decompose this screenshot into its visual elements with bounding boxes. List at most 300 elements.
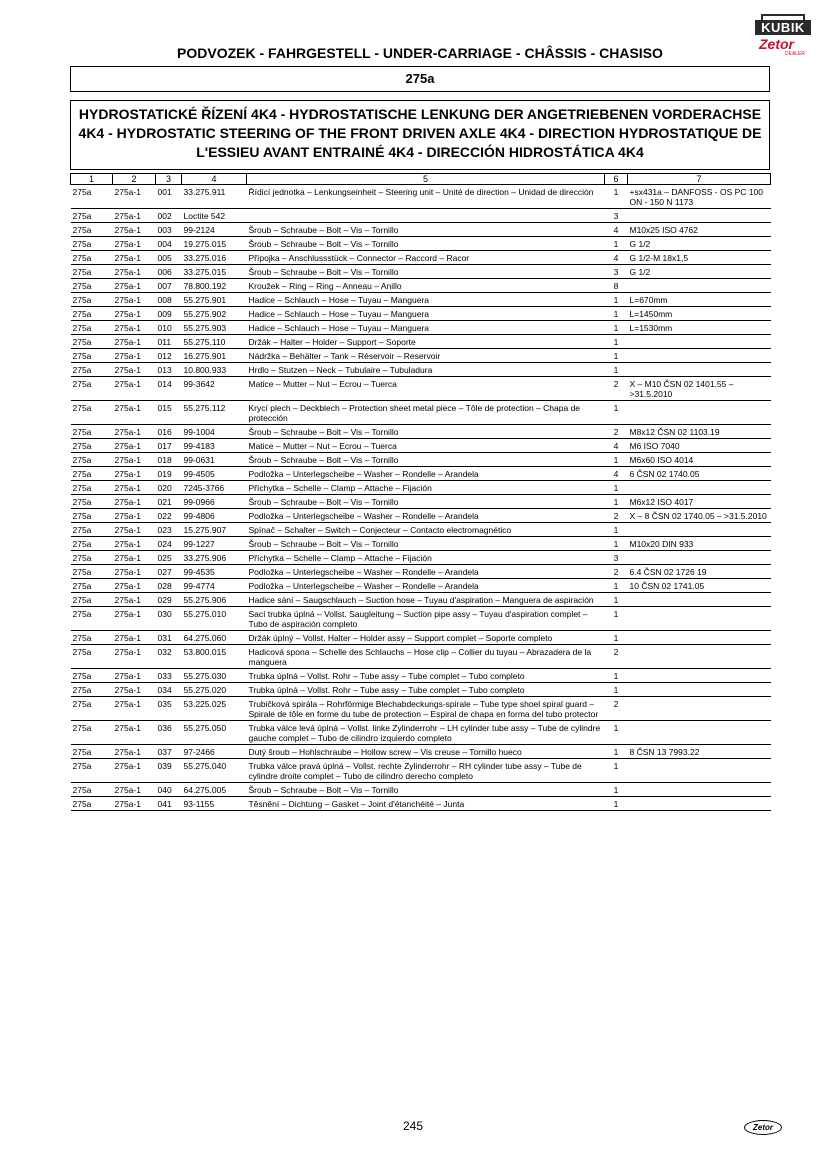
cell-part-number: 55.275.030	[182, 669, 247, 683]
table-row	[71, 185, 771, 209]
cell-quantity: 1	[605, 495, 628, 509]
cell-quantity: 1	[605, 631, 628, 645]
cell-quantity: 1	[605, 783, 628, 797]
cell-subgroup: 275a-1	[113, 209, 156, 223]
cell-note: 6.4 ČSN 02 1726 19	[628, 565, 771, 579]
table-row	[71, 551, 771, 565]
cell-note	[628, 607, 771, 631]
cell-part-number: 99-0966	[182, 495, 247, 509]
cell-description: Šroub – Schraube – Bolt – Vis – Tornillo	[247, 223, 605, 237]
cell-quantity: 1	[605, 307, 628, 321]
cell-quantity: 4	[605, 251, 628, 265]
cell-quantity: 1	[605, 349, 628, 363]
cell-part-number: 15.275.907	[182, 523, 247, 537]
group-code: 275a	[70, 66, 770, 92]
cell-subgroup: 275a-1	[113, 439, 156, 453]
cell-position: 037	[156, 745, 182, 759]
cell-subgroup: 275a-1	[113, 579, 156, 593]
cell-group: 275a	[71, 669, 113, 683]
cell-position: 003	[156, 223, 182, 237]
table-row	[71, 683, 771, 697]
cell-group: 275a	[71, 251, 113, 265]
cell-part-number: 99-1004	[182, 425, 247, 439]
cell-description: Šroub – Schraube – Bolt – Vis – Tornillo	[247, 265, 605, 279]
cell-group: 275a	[71, 607, 113, 631]
cell-quantity: 1	[605, 363, 628, 377]
cell-note	[628, 631, 771, 645]
cell-subgroup: 275a-1	[113, 481, 156, 495]
cell-position: 020	[156, 481, 182, 495]
cell-subgroup: 275a-1	[113, 631, 156, 645]
cell-part-number: 99-4806	[182, 509, 247, 523]
table-row	[71, 401, 771, 425]
cell-position: 009	[156, 307, 182, 321]
cell-quantity: 2	[605, 697, 628, 721]
cell-part-number: 7245-3766	[182, 481, 247, 495]
cell-description: Podložka – Unterlegscheibe – Washer – Rondelle – Arandela	[247, 509, 605, 523]
cell-position: 030	[156, 607, 182, 631]
cell-position: 032	[156, 645, 182, 669]
cell-subgroup: 275a-1	[113, 509, 156, 523]
cell-description: Těsnění – Dichtung – Gasket – Joint d'étanchéité – Junta	[247, 797, 605, 811]
cell-part-number: 55.275.010	[182, 607, 247, 631]
cell-subgroup: 275a-1	[113, 265, 156, 279]
cell-note	[628, 645, 771, 669]
logo-brand: KUBIK	[755, 20, 811, 35]
cell-note	[628, 797, 771, 811]
table-row	[71, 669, 771, 683]
cell-subgroup: 275a-1	[113, 321, 156, 335]
cell-description: Matice – Mutter – Nut – Ecrou – Tuerca	[247, 377, 605, 401]
cell-position: 024	[156, 537, 182, 551]
cell-part-number: 55.275.050	[182, 721, 247, 745]
cell-group: 275a	[71, 509, 113, 523]
table-row	[71, 783, 771, 797]
cell-position: 015	[156, 401, 182, 425]
table-row	[71, 481, 771, 495]
table-row	[71, 495, 771, 509]
cell-subgroup: 275a-1	[113, 551, 156, 565]
cell-note	[628, 363, 771, 377]
cell-group: 275a	[71, 377, 113, 401]
cell-quantity: 1	[605, 523, 628, 537]
cell-position: 006	[156, 265, 182, 279]
cell-part-number: 64.275.005	[182, 783, 247, 797]
cell-part-number: 99-1227	[182, 537, 247, 551]
cell-position: 017	[156, 439, 182, 453]
cell-description: Trubičková spirála – Rohrförmige Blechabdeckungs-spirale – Tube type shoel spiral guard – Spirale de tôle en forme du tube de protection – Espiral de chapa en forma del tubo protector	[247, 697, 605, 721]
cell-subgroup: 275a-1	[113, 645, 156, 669]
cell-position: 011	[156, 335, 182, 349]
table-row	[71, 759, 771, 783]
cell-note: 8 ČSN 13 7993.22	[628, 745, 771, 759]
cell-group: 275a	[71, 697, 113, 721]
cell-group: 275a	[71, 683, 113, 697]
cell-description	[247, 209, 605, 223]
cell-quantity: 1	[605, 607, 628, 631]
cell-position: 039	[156, 759, 182, 783]
cell-part-number: 64.275.060	[182, 631, 247, 645]
cell-description: Dutý šroub – Hohlschraube – Hollow screw – Vis creuse – Tornillo hueco	[247, 745, 605, 759]
table-row	[71, 335, 771, 349]
column-header: 6	[605, 174, 628, 185]
table-row	[71, 607, 771, 631]
cell-position: 028	[156, 579, 182, 593]
cell-group: 275a	[71, 401, 113, 425]
cell-subgroup: 275a-1	[113, 293, 156, 307]
cell-part-number: 99-3642	[182, 377, 247, 401]
cell-note: +sx431a – DANFOSS - OS PC 100 ON - 150 N 1173	[628, 185, 771, 209]
cell-part-number: 93-1155	[182, 797, 247, 811]
cell-description: Hrdlo – Stutzen – Neck – Tubulaire – Tubuladura	[247, 363, 605, 377]
cell-description: Matice – Mutter – Nut – Ecrou – Tuerca	[247, 439, 605, 453]
cell-quantity: 4	[605, 467, 628, 481]
table-row	[71, 349, 771, 363]
cell-quantity: 1	[605, 797, 628, 811]
cell-part-number: 99-4183	[182, 439, 247, 453]
group-description-line: HYDROSTATICKÉ ŘÍZENÍ 4K4 - HYDROSTATISCHE LENKUNG DER ANGETRIEBENEN VORDERACHSE	[78, 106, 762, 122]
table-row	[71, 265, 771, 279]
cell-quantity: 1	[605, 481, 628, 495]
table-row	[71, 797, 771, 811]
cell-note: M6 ISO 7040	[628, 439, 771, 453]
cell-quantity: 3	[605, 265, 628, 279]
cell-note	[628, 209, 771, 223]
cell-note: M10x25 ISO 4762	[628, 223, 771, 237]
table-row	[71, 363, 771, 377]
cell-position: 025	[156, 551, 182, 565]
cell-group: 275a	[71, 279, 113, 293]
cell-group: 275a	[71, 439, 113, 453]
cell-quantity: 1	[605, 683, 628, 697]
cell-note	[628, 523, 771, 537]
table-row	[71, 209, 771, 223]
cell-position: 040	[156, 783, 182, 797]
cell-quantity: 4	[605, 439, 628, 453]
cell-description: Příchytka – Schelle – Clamp – Attache – Fijación	[247, 481, 605, 495]
cell-group: 275a	[71, 453, 113, 467]
cell-part-number: 55.275.903	[182, 321, 247, 335]
cell-part-number: 78.800.192	[182, 279, 247, 293]
cell-part-number: 99-2124	[182, 223, 247, 237]
cell-part-number: 97-2466	[182, 745, 247, 759]
cell-note: X – M10 ČSN 02 1401.55 – >31.5.2010	[628, 377, 771, 401]
cell-part-number: 99-0631	[182, 453, 247, 467]
cell-part-number: 99-4774	[182, 579, 247, 593]
cell-position: 022	[156, 509, 182, 523]
cell-position: 002	[156, 209, 182, 223]
cell-note: G 1/2	[628, 237, 771, 251]
cell-quantity: 2	[605, 509, 628, 523]
cell-description: Přípojka – Anschlussstück – Connector – Raccord – Racor	[247, 251, 605, 265]
cell-position: 031	[156, 631, 182, 645]
cell-note: 6 ČSN 02 1740.05	[628, 467, 771, 481]
table-row	[71, 321, 771, 335]
cell-description: Držák – Halter – Holder – Support – Soporte	[247, 335, 605, 349]
cell-group: 275a	[71, 265, 113, 279]
cell-subgroup: 275a-1	[113, 697, 156, 721]
cell-quantity: 1	[605, 453, 628, 467]
cell-group: 275a	[71, 293, 113, 307]
column-header: 7	[628, 174, 771, 185]
table-row	[71, 307, 771, 321]
cell-group: 275a	[71, 759, 113, 783]
cell-part-number: 55.275.901	[182, 293, 247, 307]
cell-part-number: 99-4535	[182, 565, 247, 579]
table-row	[71, 579, 771, 593]
cell-description: Trubka úplná – Vollst. Rohr – Tube assy – Tube complet – Tubo completo	[247, 683, 605, 697]
cell-position: 034	[156, 683, 182, 697]
cell-part-number: 10.800.933	[182, 363, 247, 377]
cell-note	[628, 349, 771, 363]
column-header: 5	[247, 174, 605, 185]
cell-description: Šroub – Schraube – Bolt – Vis – Tornillo	[247, 783, 605, 797]
cell-group: 275a	[71, 209, 113, 223]
cell-description: Podložka – Unterlegscheibe – Washer – Rondelle – Arandela	[247, 467, 605, 481]
cell-quantity: 3	[605, 209, 628, 223]
cell-position: 014	[156, 377, 182, 401]
cell-subgroup: 275a-1	[113, 401, 156, 425]
parts-table	[70, 173, 771, 811]
cell-part-number: 55.275.906	[182, 593, 247, 607]
column-header: 2	[113, 174, 156, 185]
table-row	[71, 377, 771, 401]
cell-group: 275a	[71, 721, 113, 745]
cell-group: 275a	[71, 185, 113, 209]
group-description-line: L'ESSIEU AVANT ENTRAINÉ 4K4 - DIRECCIÓN HIDROSTÁTICA 4K4	[196, 144, 644, 160]
cell-note: L=670mm	[628, 293, 771, 307]
cell-subgroup: 275a-1	[113, 453, 156, 467]
cell-group: 275a	[71, 551, 113, 565]
cell-description: Nádržka – Behälter – Tank – Réservoir – Reservoir	[247, 349, 605, 363]
cell-note: M10x20 DIN 933	[628, 537, 771, 551]
table-row	[71, 593, 771, 607]
cell-position: 041	[156, 797, 182, 811]
column-header: 4	[182, 174, 247, 185]
cell-group: 275a	[71, 467, 113, 481]
cell-note	[628, 683, 771, 697]
cell-note	[628, 783, 771, 797]
cell-note	[628, 721, 771, 745]
cell-group: 275a	[71, 349, 113, 363]
cell-subgroup: 275a-1	[113, 237, 156, 251]
cell-subgroup: 275a-1	[113, 377, 156, 401]
cell-description: Hadicová spona – Schelle des Schlauchs – Hose clip – Collier du tuyau – Abrazadera de la manguera	[247, 645, 605, 669]
cell-part-number: 19.275.015	[182, 237, 247, 251]
cell-description: Šroub – Schraube – Bolt – Vis – Tornillo	[247, 237, 605, 251]
column-header: 3	[156, 174, 182, 185]
cell-quantity: 1	[605, 721, 628, 745]
cell-quantity: 1	[605, 669, 628, 683]
cell-quantity: 3	[605, 551, 628, 565]
cell-group: 275a	[71, 579, 113, 593]
cell-subgroup: 275a-1	[113, 495, 156, 509]
cell-description: Trubka válce pravá úplná – Vollst. rechte Zylinderrohr – RH cylinder tube assy – Tube de cylindre droite complet – Tubo de cilindro derecho completo	[247, 759, 605, 783]
cell-note	[628, 401, 771, 425]
cell-description: Krycí plech – Deckblech – Protection sheet metal piece – Tôle de protection – Chapa de protección	[247, 401, 605, 425]
cell-group: 275a	[71, 495, 113, 509]
cell-note: M8x12 ČSN 02 1103.19	[628, 425, 771, 439]
cell-subgroup: 275a-1	[113, 721, 156, 745]
group-description-line: 4K4 - HYDROSTATIC STEERING OF THE FRONT DRIVEN AXLE 4K4 - DIRECTION HYDROSTATIQUE DE	[78, 125, 762, 141]
cell-subgroup: 275a-1	[113, 307, 156, 321]
cell-part-number: Loctite 542	[182, 209, 247, 223]
cell-quantity: 1	[605, 579, 628, 593]
cell-quantity: 1	[605, 537, 628, 551]
cell-group: 275a	[71, 797, 113, 811]
table-row	[71, 537, 771, 551]
cell-group: 275a	[71, 645, 113, 669]
cell-quantity: 1	[605, 185, 628, 209]
cell-quantity: 1	[605, 237, 628, 251]
cell-group: 275a	[71, 321, 113, 335]
cell-quantity: 4	[605, 223, 628, 237]
table-row	[71, 509, 771, 523]
group-description	[70, 100, 770, 170]
cell-description: Hadice sání – Saugschlauch – Suction hose – Tuyau d'aspiration – Manguera de aspiración	[247, 593, 605, 607]
cell-description: Příchytka – Schelle – Clamp – Attache – Fijación	[247, 551, 605, 565]
cell-quantity: 1	[605, 293, 628, 307]
cell-group: 275a	[71, 631, 113, 645]
cell-description: Sací trubka úplná – Vollst. Saugleitung – Suction pipe assy – Tuyau d'aspiration complet – Tubo de aspiración completo	[247, 607, 605, 631]
cell-part-number: 33.275.015	[182, 265, 247, 279]
cell-part-number: 55.275.110	[182, 335, 247, 349]
cell-part-number: 33.275.911	[182, 185, 247, 209]
cell-position: 008	[156, 293, 182, 307]
cell-subgroup: 275a-1	[113, 745, 156, 759]
cell-position: 021	[156, 495, 182, 509]
table-row	[71, 721, 771, 745]
cell-subgroup: 275a-1	[113, 251, 156, 265]
cell-quantity: 1	[605, 401, 628, 425]
cell-note: M6x60 ISO 4014	[628, 453, 771, 467]
cell-description: Podložka – Unterlegscheibe – Washer – Rondelle – Arandela	[247, 579, 605, 593]
cell-note: L=1450mm	[628, 307, 771, 321]
cell-position: 001	[156, 185, 182, 209]
table-row	[71, 697, 771, 721]
cell-note	[628, 551, 771, 565]
cell-part-number: 53.225.025	[182, 697, 247, 721]
cell-position: 004	[156, 237, 182, 251]
cell-subgroup: 275a-1	[113, 783, 156, 797]
cell-quantity: 2	[605, 425, 628, 439]
cell-quantity: 2	[605, 377, 628, 401]
cell-note	[628, 593, 771, 607]
cell-description: Hadice – Schlauch – Hose – Tuyau – Manguera	[247, 293, 605, 307]
table-header-row	[71, 174, 771, 185]
cell-description: Šroub – Schraube – Bolt – Vis – Tornillo	[247, 453, 605, 467]
cell-position: 023	[156, 523, 182, 537]
cell-subgroup: 275a-1	[113, 523, 156, 537]
cell-position: 027	[156, 565, 182, 579]
cell-position: 013	[156, 363, 182, 377]
table-row	[71, 467, 771, 481]
cell-description: Trubka válce levá úplná – Vollst. linke Zylinderrohr – LH cylinder tube assy – Tube de cylindre gauche complet – Tubo de cilindro izquierdo completo	[247, 721, 605, 745]
table-row	[71, 223, 771, 237]
cell-subgroup: 275a-1	[113, 425, 156, 439]
cell-group: 275a	[71, 537, 113, 551]
cell-subgroup: 275a-1	[113, 363, 156, 377]
table-row	[71, 237, 771, 251]
cell-group: 275a	[71, 565, 113, 579]
cell-part-number: 16.275.901	[182, 349, 247, 363]
cell-group: 275a	[71, 307, 113, 321]
cell-note: M6x12 ISO 4017	[628, 495, 771, 509]
cell-description: Šroub – Schraube – Bolt – Vis – Tornillo	[247, 425, 605, 439]
cell-part-number: 55.275.112	[182, 401, 247, 425]
cell-subgroup: 275a-1	[113, 669, 156, 683]
cell-description: Šroub – Schraube – Bolt – Vis – Tornillo	[247, 495, 605, 509]
cell-subgroup: 275a-1	[113, 349, 156, 363]
cell-position: 005	[156, 251, 182, 265]
cell-position: 016	[156, 425, 182, 439]
table-row	[71, 425, 771, 439]
cell-note: 10 ČSN 02 1741.05	[628, 579, 771, 593]
cell-group: 275a	[71, 523, 113, 537]
cell-part-number: 99-4505	[182, 467, 247, 481]
cell-group: 275a	[71, 593, 113, 607]
cell-quantity: 1	[605, 745, 628, 759]
cell-group: 275a	[71, 745, 113, 759]
cell-note	[628, 697, 771, 721]
logo-maker: Zetor	[759, 36, 794, 52]
cell-part-number: 53.800.015	[182, 645, 247, 669]
cell-quantity: 1	[605, 321, 628, 335]
page-number: 245	[402, 1119, 424, 1133]
cell-subgroup: 275a-1	[113, 223, 156, 237]
table-row	[71, 439, 771, 453]
cell-description: Trubka úplná – Vollst. Rohr – Tube assy – Tube complet – Tubo completo	[247, 669, 605, 683]
table-row	[71, 631, 771, 645]
cell-part-number: 55.275.020	[182, 683, 247, 697]
cell-part-number: 33.275.016	[182, 251, 247, 265]
footer-zetor-logo: Zetor	[744, 1120, 782, 1135]
cell-position: 018	[156, 453, 182, 467]
cell-subgroup: 275a-1	[113, 797, 156, 811]
cell-description: Držák úplný – Vollst. Halter – Holder assy – Support complet – Soporte completo	[247, 631, 605, 645]
cell-subgroup: 275a-1	[113, 279, 156, 293]
logo-sub: DEALER	[785, 51, 806, 57]
cell-description: Spínač – Schalter – Switch – Conjecteur – Contacto electromagnético	[247, 523, 605, 537]
cell-note	[628, 759, 771, 783]
cell-position: 012	[156, 349, 182, 363]
cell-position: 035	[156, 697, 182, 721]
cell-subgroup: 275a-1	[113, 467, 156, 481]
cell-part-number: 55.275.040	[182, 759, 247, 783]
cell-quantity: 2	[605, 645, 628, 669]
cell-subgroup: 275a-1	[113, 607, 156, 631]
cell-quantity: 1	[605, 335, 628, 349]
table-row	[71, 293, 771, 307]
cell-description: Šroub – Schraube – Bolt – Vis – Tornillo	[247, 537, 605, 551]
cell-part-number: 55.275.902	[182, 307, 247, 321]
parts-table-body	[71, 185, 771, 811]
column-header: 1	[71, 174, 113, 185]
cell-note	[628, 279, 771, 293]
cell-quantity: 1	[605, 593, 628, 607]
table-row	[71, 523, 771, 537]
cell-note: G 1/2	[628, 265, 771, 279]
cell-description: Řídicí jednotka – Lenkungseinheit – Steering unit – Unité de direction – Unidad de dirección	[247, 185, 605, 209]
cell-description: Podložka – Unterlegscheibe – Washer – Rondelle – Arandela	[247, 565, 605, 579]
cell-description: Hadice – Schlauch – Hose – Tuyau – Manguera	[247, 307, 605, 321]
cell-subgroup: 275a-1	[113, 537, 156, 551]
section-title: PODVOZEK - FAHRGESTELL - UNDER-CARRIAGE - CHÂSSIS - CHASISO	[177, 45, 663, 61]
cell-group: 275a	[71, 363, 113, 377]
cell-note: X – 8 ČSN 02 1740.05 – >31.5.2010	[628, 509, 771, 523]
table-row	[71, 251, 771, 265]
cell-group: 275a	[71, 481, 113, 495]
